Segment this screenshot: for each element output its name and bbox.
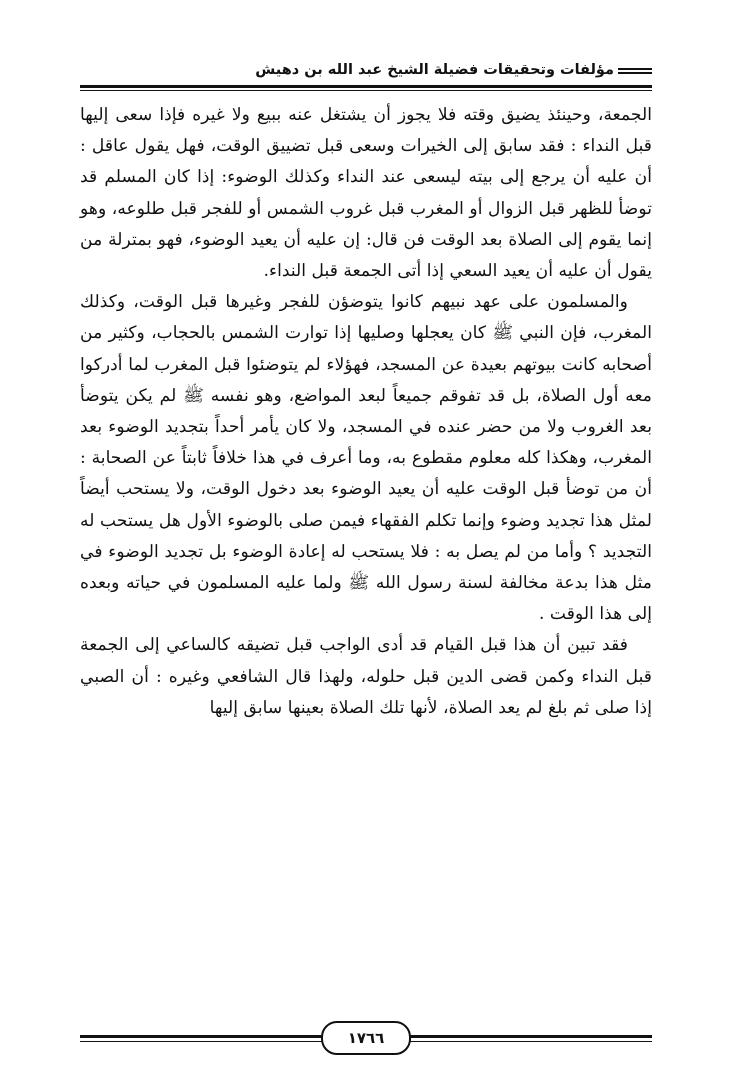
- header-title: مؤلفات وتحقيقات فضيلة الشيخ عبد الله بن دهيش: [255, 62, 614, 78]
- paragraph-3: فقد تبين أن هذا قبل القيام قد أدى الواجب قبل تضيقه كالساعي إلى الجمعة قبل النداء وكمن قضى الدين قبل حلوله، ولهذا قال الشافعي وغيره : أن الصبي إذا صلى ثم بلغ لم يعد الصلاة، لأنها تلك الصلاة بعينها سابق إليها: [80, 635, 652, 718]
- page-footer: [80, 1029, 652, 1075]
- paragraph-2: والمسلمون على عهد نبيهم كانوا يتوضؤن للفجر وغيرها قبل الوقت، وكذلك المغرب، فإن النبي ﷺ كان يعجلها وصليها إذا توارت الشمس بالحجاب، وكثير من أصحابه كانت بيوتهم بعيدة عن المسجد، فهؤلاء لم يتوضئوا قبل المغرب لما أدركوا معه أول الصلاة، بل قد تفوقم جميعاً لبعد المواضع، وهو نفسه ﷺ لم يكن يتوضأ بعد الغروب ولا من حضر عنده في المسجد، ولا كان يأمر أحداً بتجديد الوضوء بعد المغرب، وهكذا كله معلوم مقطوع به، وما أعرف في هذا خلافاً ثابتاً عن الصحابة : أن من توضأ قبل الوقت عليه أن يعيد الوضوء بعد دخول الوقت، ولا يستحب أيضاً لمثل هذا تجديد وضوء وإنما تكلم الفقهاء فيمن صلى بالوضوء الأول هل يستحب له التجديد ؟ وأما من لم يصل به : فلا يستحب له إعادة الوضوء بل تجديد الوضوء في مثل هذا بدعة مخالفة لسنة رسول الله ﷺ ولما عليه المسلمون في حياته وبعده إلى هذا الوقت .: [80, 292, 652, 625]
- header-ornament: [618, 68, 652, 76]
- page-header: [80, 58, 652, 88]
- header-rule-thin: [80, 90, 652, 91]
- header-rule-thick: [80, 85, 652, 88]
- page-number: ١٧٦٦: [321, 1021, 411, 1055]
- page-body: [80, 100, 652, 724]
- paragraph-1: الجمعة، وحينئذ يضيق وقته فلا يجوز أن يشتغل عنه ببيع ولا غيره فإذا سعى إليها قبل النداء : فقد سابق إلى الخيرات وسعى قبل تضييق الوقت، فهل يقول عاقل : أن عليه أن يرجع إلى بيته ليسعى عند النداء وكذلك الوضوء: إذا كان المسلم قد توضأ للظهر قبل الزوال أو المغرب قبل غروب الشمس أو للفجر قبل طلوعه، وهو إنما يقوم إلى الصلاة بعد الوقت فن قال: إن عليه أن يعيد الوضوء، فهو بمترلة من يقول أن عليه أن يعيد السعي إذا أتى الجمعة قبل النداء.: [80, 105, 652, 282]
